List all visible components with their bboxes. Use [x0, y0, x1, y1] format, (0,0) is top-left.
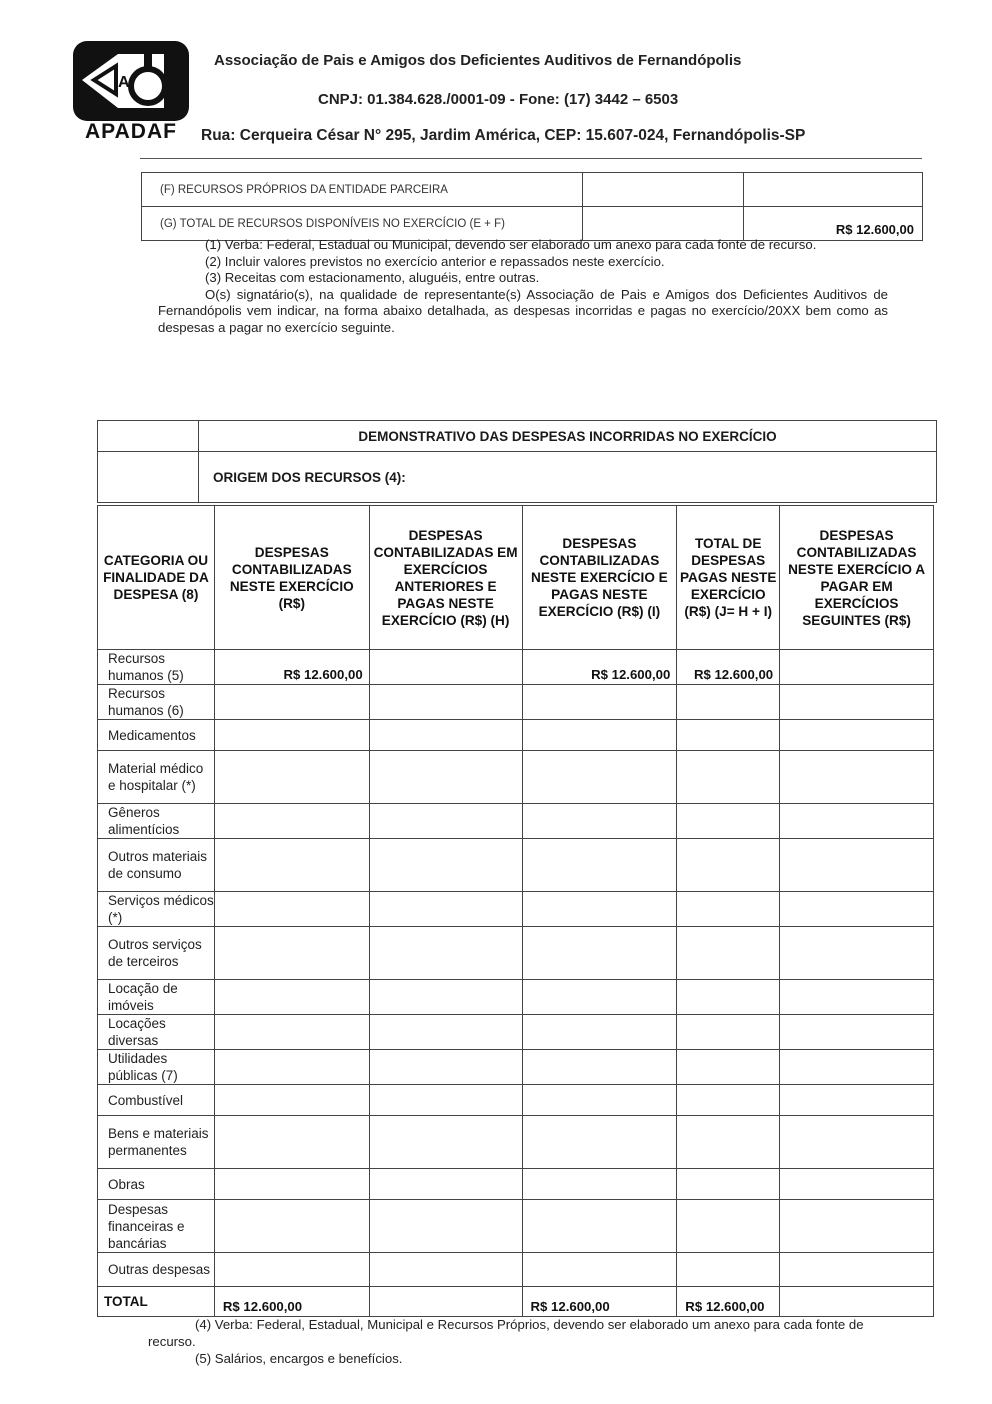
resources-value: [744, 173, 923, 207]
statement: O(s) signatário(s), na qualidade de representante(s) Associação de Pais e Amigos dos Deficientes Auditivos de Fernandópolis vem indicar, na forma abaixo detalhada, as despesas incorridas e pagas no exercício/20XX bem como as despesas a pagar no exercício seguinte.: [158, 286, 888, 335]
note-2: (2) Incluir valores previstos no exercício anterior e repassados neste exercício.: [205, 253, 665, 269]
value-cell: [780, 804, 934, 839]
category-cell: Outros materiais de consumo: [98, 839, 215, 892]
category-cell: Material médico e hospitalar (*): [98, 751, 215, 804]
category-cell: Outras despesas: [98, 1253, 215, 1287]
value-cell: [522, 980, 677, 1015]
value-cell: [780, 980, 934, 1015]
col-header: DESPESAS CONTABILIZADAS NESTE EXERCÍCIO (R$): [214, 506, 369, 650]
value-cell: [677, 1169, 780, 1200]
col-header: DESPESAS CONTABILIZADAS EM EXERCÍCIOS ANTERIORES E PAGAS NESTE EXERCÍCIO (R$) (H): [369, 506, 522, 650]
table-row: [98, 1015, 934, 1050]
demo-title-table: [97, 420, 937, 503]
note-3: (3) Receitas com estacionamento, aluguéis, entre outras.: [205, 270, 540, 285]
table-row: [98, 892, 934, 927]
total-value: R$ 12.600,00: [677, 1287, 780, 1317]
value-cell: [780, 1116, 934, 1169]
category-cell: Locações diversas: [98, 1015, 215, 1050]
total-row: [98, 1287, 934, 1317]
category-cell: Gêneros alimentícios: [98, 804, 215, 839]
value-cell: [214, 1200, 369, 1253]
value-cell: [214, 1253, 369, 1287]
value-cell: [369, 685, 522, 720]
value-cell: [369, 1015, 522, 1050]
value-cell: [214, 1116, 369, 1169]
value-cell: [780, 1200, 934, 1253]
table-row: [98, 927, 934, 980]
value-cell: [522, 685, 677, 720]
value-cell: [677, 927, 780, 980]
value-cell: [369, 1085, 522, 1116]
value-cell: [780, 1085, 934, 1116]
blank-cell: [98, 421, 199, 452]
col-header: DESPESAS CONTABILIZADAS NESTE EXERCÍCIO E PAGAS NESTE EXERCÍCIO (R$) (I): [522, 506, 677, 650]
value-cell: [677, 685, 780, 720]
value-cell: [522, 1015, 677, 1050]
value-cell: [780, 720, 934, 751]
table-row: [98, 720, 934, 751]
table-row: [98, 1169, 934, 1200]
value-cell: [522, 1200, 677, 1253]
table-row: [98, 751, 934, 804]
value-cell: [522, 804, 677, 839]
value-cell: [214, 1169, 369, 1200]
value-cell: [780, 839, 934, 892]
value-cell: [780, 751, 934, 804]
total-value: [369, 1287, 522, 1317]
value-cell: [214, 980, 369, 1015]
footnotes: [148, 1316, 888, 1367]
org-name: Associação de Pais e Amigos dos Deficientes Auditivos de Fernandópolis: [214, 52, 742, 69]
value-cell: [369, 720, 522, 751]
category-cell: Obras: [98, 1169, 215, 1200]
value-cell: [677, 1116, 780, 1169]
blank-cell: [98, 452, 199, 503]
resources-label: (G) TOTAL DE RECURSOS DISPONÍVEIS NO EXERCÍCIO (E + F): [142, 207, 583, 241]
value-cell: [677, 839, 780, 892]
value-cell: [677, 1200, 780, 1253]
table-row: [98, 839, 934, 892]
value-cell: [677, 980, 780, 1015]
category-cell: Locação de imóveis: [98, 980, 215, 1015]
demo-title: DEMONSTRATIVO DAS DESPESAS INCORRIDAS NO EXERCÍCIO: [199, 421, 937, 452]
value-cell: [369, 927, 522, 980]
col-header: TOTAL DE DESPESAS PAGAS NESTE EXERCÍCIO (R$) (J= H + I): [677, 506, 780, 650]
table-row: [98, 1116, 934, 1169]
total-value: [780, 1287, 934, 1317]
table-row: [142, 207, 923, 241]
value-cell: R$ 12.600,00: [522, 650, 677, 685]
category-cell: Utilidades públicas (7): [98, 1050, 215, 1085]
value-cell: [369, 650, 522, 685]
value-cell: [780, 1050, 934, 1085]
resources-cell: [583, 173, 744, 207]
resources-table: [141, 172, 923, 241]
table-row: [98, 1200, 934, 1253]
value-cell: R$ 12.600,00: [214, 650, 369, 685]
resources-cell: [583, 207, 744, 241]
value-cell: [780, 1169, 934, 1200]
resources-value: R$ 12.600,00: [744, 207, 923, 241]
footnote-5: (5) Salários, encargos e benefícios.: [195, 1351, 403, 1366]
value-cell: [677, 1085, 780, 1116]
total-value: R$ 12.600,00: [522, 1287, 677, 1317]
value-cell: [369, 1050, 522, 1085]
value-cell: [677, 804, 780, 839]
value-cell: [214, 839, 369, 892]
value-cell: [522, 892, 677, 927]
value-cell: [780, 1015, 934, 1050]
table-row: [98, 1050, 934, 1085]
col-header: DESPESAS CONTABILIZADAS NESTE EXERCÍCIO A PAGAR EM EXERCÍCIOS SEGUINTES (R$): [780, 506, 934, 650]
value-cell: [780, 685, 934, 720]
value-cell: [780, 892, 934, 927]
table-row: [98, 1085, 934, 1116]
value-cell: [677, 1253, 780, 1287]
value-cell: [677, 1050, 780, 1085]
value-cell: [780, 927, 934, 980]
total-label: TOTAL: [98, 1287, 215, 1317]
value-cell: [677, 892, 780, 927]
note-1: (1) Verba: Federal, Estadual ou Municipal, devendo ser elaborado um anexo para cada fonte de recurso.: [205, 237, 817, 252]
table-row: [142, 173, 923, 207]
address: Rua: Cerqueira César N° 295, Jardim América, CEP: 15.607-024, Fernandópolis-SP: [201, 127, 806, 144]
origin-label: ORIGEM DOS RECURSOS (4):: [199, 452, 937, 503]
value-cell: [369, 751, 522, 804]
value-cell: [522, 720, 677, 751]
value-cell: [780, 1253, 934, 1287]
value-cell: [214, 751, 369, 804]
category-cell: Combustível: [98, 1085, 215, 1116]
value-cell: [214, 1015, 369, 1050]
value-cell: [369, 980, 522, 1015]
logo-text: APADAF: [85, 120, 177, 143]
value-cell: [214, 1050, 369, 1085]
value-cell: [214, 927, 369, 980]
col-header: CATEGORIA OU FINALIDADE DA DESPESA (8): [98, 506, 215, 650]
table-row: [98, 650, 934, 685]
value-cell: [522, 839, 677, 892]
value-cell: [369, 1200, 522, 1253]
value-cell: R$ 12.600,00: [677, 650, 780, 685]
notes: [158, 237, 888, 336]
value-cell: [369, 1169, 522, 1200]
value-cell: [522, 1253, 677, 1287]
value-cell: [214, 892, 369, 927]
value-cell: [214, 1085, 369, 1116]
category-cell: Recursos humanos (5): [98, 650, 215, 685]
value-cell: [214, 720, 369, 751]
value-cell: [522, 1050, 677, 1085]
value-cell: [522, 1085, 677, 1116]
resources-label: (F) RECURSOS PRÓPRIOS DA ENTIDADE PARCEIRA: [142, 173, 583, 207]
value-cell: [214, 804, 369, 839]
value-cell: [369, 839, 522, 892]
value-cell: [369, 804, 522, 839]
expenses-table: [97, 505, 934, 1317]
logo-letter: A: [118, 74, 130, 91]
value-cell: [522, 751, 677, 804]
cnpj-phone: CNPJ: 01.384.628./0001-09 - Fone: (17) 3442 – 6503: [318, 91, 679, 108]
category-cell: Medicamentos: [98, 720, 215, 751]
value-cell: [369, 892, 522, 927]
value-cell: [369, 1116, 522, 1169]
table-row: [98, 980, 934, 1015]
table-row: [98, 1253, 934, 1287]
category-cell: Bens e materiais permanentes: [98, 1116, 215, 1169]
category-cell: Despesas financeiras e bancárias: [98, 1200, 215, 1253]
category-cell: Serviços médicos (*): [98, 892, 215, 927]
value-cell: [677, 1015, 780, 1050]
value-cell: [369, 1253, 522, 1287]
table-row: [98, 804, 934, 839]
footnote-4: (4) Verba: Federal, Estadual, Municipal e Recursos Próprios, devendo ser elaborado um anexo para cada fonte de recurso.: [148, 1317, 864, 1349]
value-cell: [677, 720, 780, 751]
value-cell: [780, 650, 934, 685]
category-cell: Outros serviços de terceiros: [98, 927, 215, 980]
value-cell: [522, 1169, 677, 1200]
table-row: [98, 685, 934, 720]
header-divider: [140, 158, 922, 159]
total-value: R$ 12.600,00: [214, 1287, 369, 1317]
value-cell: [522, 927, 677, 980]
category-cell: Recursos humanos (6): [98, 685, 215, 720]
value-cell: [214, 685, 369, 720]
value-cell: [522, 1116, 677, 1169]
value-cell: [677, 751, 780, 804]
